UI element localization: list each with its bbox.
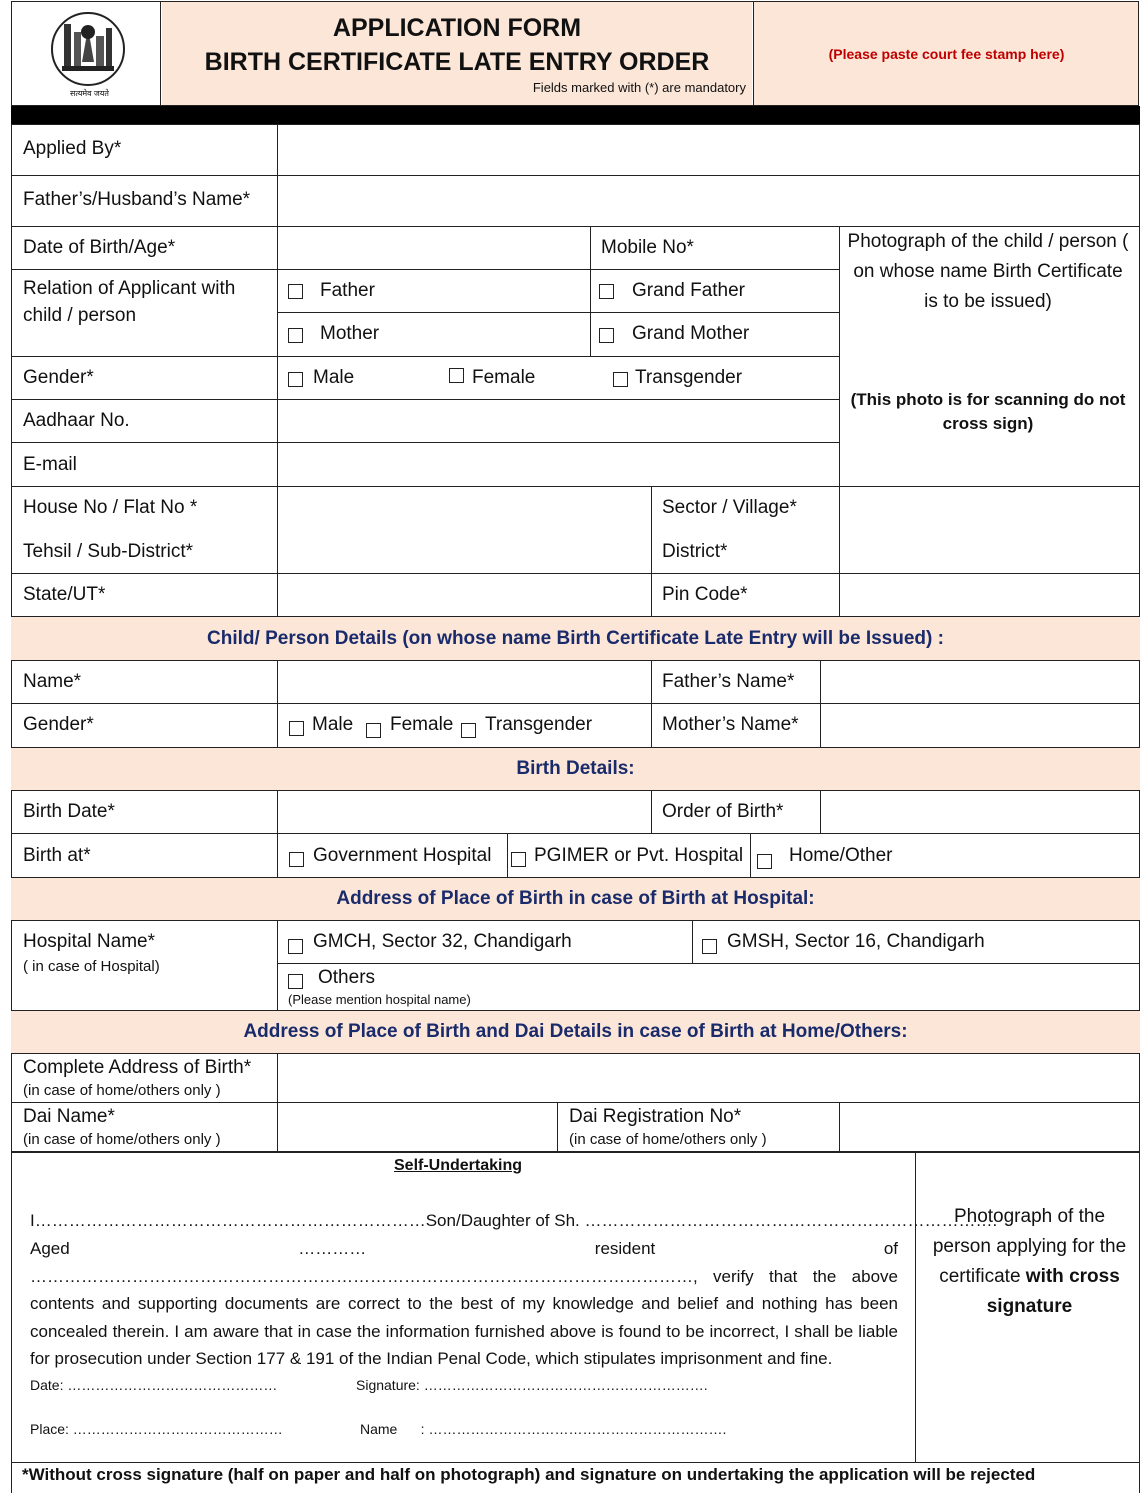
aadhaar-label: Aadhaar No.: [23, 410, 130, 431]
date-line: Date: ………………………………………: [30, 1377, 278, 1393]
stamp-box: [753, 2, 1138, 105]
form-title: APPLICATION FORM: [332, 14, 582, 42]
dob-input[interactable]: [279, 228, 589, 268]
mobile-label: Mobile No*: [601, 237, 694, 258]
applicant-photo-text: [932, 1202, 1127, 1322]
others-checkbox[interactable]: [288, 974, 303, 989]
email-input[interactable]: [279, 444, 837, 485]
order-of-birth-label: Order of Birth*: [662, 801, 784, 822]
gender-male-checkbox[interactable]: [288, 372, 303, 387]
address-label: Complete Address of Birth*: [23, 1057, 252, 1078]
child-photo-text: Photograph of the child / person ( on whose name Birth Certificate is to be issued): [847, 231, 1129, 312]
father-husband-label: Father’s/Husband’s Name*: [23, 189, 251, 210]
child-male-checkbox[interactable]: [289, 721, 304, 736]
relation-label: Relation of Applicant with child / person: [23, 278, 236, 326]
rel-father-label: Father: [320, 280, 375, 301]
form-subtitle: BIRTH CERTIFICATE LATE ENTRY ORDER: [204, 48, 710, 76]
house-label: House No / Flat No *: [23, 497, 198, 518]
sector-label: Sector / Village*: [662, 497, 797, 518]
stamp-note: (Please paste court fee stamp here): [828, 46, 1065, 62]
undertaking-text: Aged ………… resident of ………………………………………………………………………………………………………, verify that the above contents and supporting documents are correct to the best of my knowledge and belief and nothing has been concealed therein. I am aware that in case the information furnished above is found to be incorrect, I shall be liable for prosecution under Section 177 & 191 of the Indian Penal Code, which stipulates imprisonment and fine.: [30, 1239, 898, 1368]
child-female-checkbox[interactable]: [366, 723, 381, 738]
undertaking-line1: I……………………………………………………………Son/Daughter of Sh. ……………………………………………………………….: [30, 1211, 998, 1230]
undertaking-title: Self-Undertaking: [394, 1157, 523, 1174]
address-note: (in case of home/others only ): [23, 1082, 221, 1099]
gender-female-label: Female: [472, 367, 536, 388]
rel-father-checkbox[interactable]: [288, 284, 303, 299]
gender-transgender-checkbox[interactable]: [613, 372, 628, 387]
hospital-name-note: ( in case of Hospital): [23, 958, 160, 975]
tehsil-label: Tehsil / Sub-District*: [23, 541, 193, 562]
address-input[interactable]: [279, 1055, 1137, 1101]
gender-male-label: Male: [313, 367, 355, 388]
home-other-label: Home/Other: [789, 845, 893, 866]
birth-section-title: Birth Details:: [11, 748, 1140, 790]
footer-note: *Without cross signature (half on paper and half on photograph) and signature on undertaking the application will be rejected: [22, 1465, 1036, 1484]
father-husband-input[interactable]: [279, 177, 1137, 225]
gmsh-label: GMSH, Sector 16, Chandigarh: [727, 931, 985, 952]
state-label: State/UT*: [23, 584, 106, 605]
rel-mother-label: Mother: [320, 323, 380, 344]
child-transgender-label: Transgender: [485, 714, 593, 735]
home-section-title: Address of Place of Birth and Dai Details in case of Birth at Home/Others:: [11, 1011, 1140, 1053]
pgimer-label: PGIMER or Pvt. Hospital: [534, 845, 744, 866]
pgimer-checkbox[interactable]: [511, 852, 526, 867]
child-male-label: Male: [312, 714, 354, 735]
emblem-box: [12, 2, 161, 105]
applied-by-label: Applied By*: [23, 138, 122, 159]
others-note: (Please mention hospital name): [288, 992, 471, 1007]
applicant-photo-bold: with cross signature: [986, 1266, 1120, 1317]
rel-mother-checkbox[interactable]: [288, 328, 303, 343]
rel-grandfather-checkbox[interactable]: [599, 284, 614, 299]
name-line: Name : ……………………………………………………….: [360, 1421, 727, 1437]
signature-line: Signature: …………………………………………………….: [356, 1377, 708, 1393]
gender-female-checkbox[interactable]: [449, 368, 464, 383]
title-box: [162, 2, 752, 105]
child-section-title: Child/ Person Details (on whose name Birth Certificate Late Entry will be Issued) :: [11, 617, 1140, 660]
pin-label: Pin Code*: [662, 584, 748, 605]
child-mother-label: Mother’s Name*: [662, 714, 799, 735]
black-band: [11, 106, 1140, 124]
child-transgender-checkbox[interactable]: [461, 723, 476, 738]
dai-name-note: (in case of home/others only ): [23, 1131, 221, 1148]
rel-grandfather-label: Grand Father: [632, 280, 745, 301]
rel-grandmother-label: Grand Mother: [632, 323, 750, 344]
gov-hospital-label: Government Hospital: [313, 845, 492, 866]
gender-label: Gender*: [23, 367, 94, 388]
aadhaar-input[interactable]: [279, 401, 837, 441]
gov-hospital-checkbox[interactable]: [289, 852, 304, 867]
gender-transgender-label: Transgender: [635, 367, 743, 388]
dai-name-label: Dai Name*: [23, 1106, 115, 1127]
gmch-label: GMCH, Sector 32, Chandigarh: [313, 931, 572, 952]
emblem-caption: सत्यमेव जयते: [70, 89, 109, 98]
mandatory-note: Fields marked with (*) are mandatory: [532, 80, 746, 95]
applicant-photo-label: Photograph of the person applying for the certificate: [932, 1206, 1127, 1287]
dai-reg-label: Dai Registration No*: [569, 1106, 742, 1127]
child-father-label: Father’s Name*: [662, 671, 795, 692]
child-gender-label: Gender*: [23, 714, 94, 735]
child-photo-note: (This photo is for scanning do not cross sign): [850, 390, 1126, 433]
birth-at-label: Birth at*: [23, 845, 91, 866]
home-other-checkbox[interactable]: [757, 854, 772, 869]
rel-grandmother-checkbox[interactable]: [599, 328, 614, 343]
applied-by-input[interactable]: [279, 126, 1137, 174]
email-label: E-mail: [23, 454, 77, 475]
child-name-label: Name*: [23, 671, 82, 692]
dob-label: Date of Birth/Age*: [23, 237, 176, 258]
birth-date-label: Birth Date*: [23, 801, 115, 822]
gmsh-checkbox[interactable]: [702, 939, 717, 954]
hospital-section-title: Address of Place of Birth in case of Birth at Hospital:: [11, 878, 1140, 920]
dai-reg-note: (in case of home/others only ): [569, 1131, 767, 1148]
others-label: Others: [318, 967, 376, 988]
gmch-checkbox[interactable]: [288, 939, 303, 954]
child-female-label: Female: [390, 714, 454, 735]
place-line: Place: ………………………………………: [30, 1421, 283, 1437]
district-label: District*: [662, 541, 728, 562]
hospital-name-label: Hospital Name*: [23, 931, 155, 952]
